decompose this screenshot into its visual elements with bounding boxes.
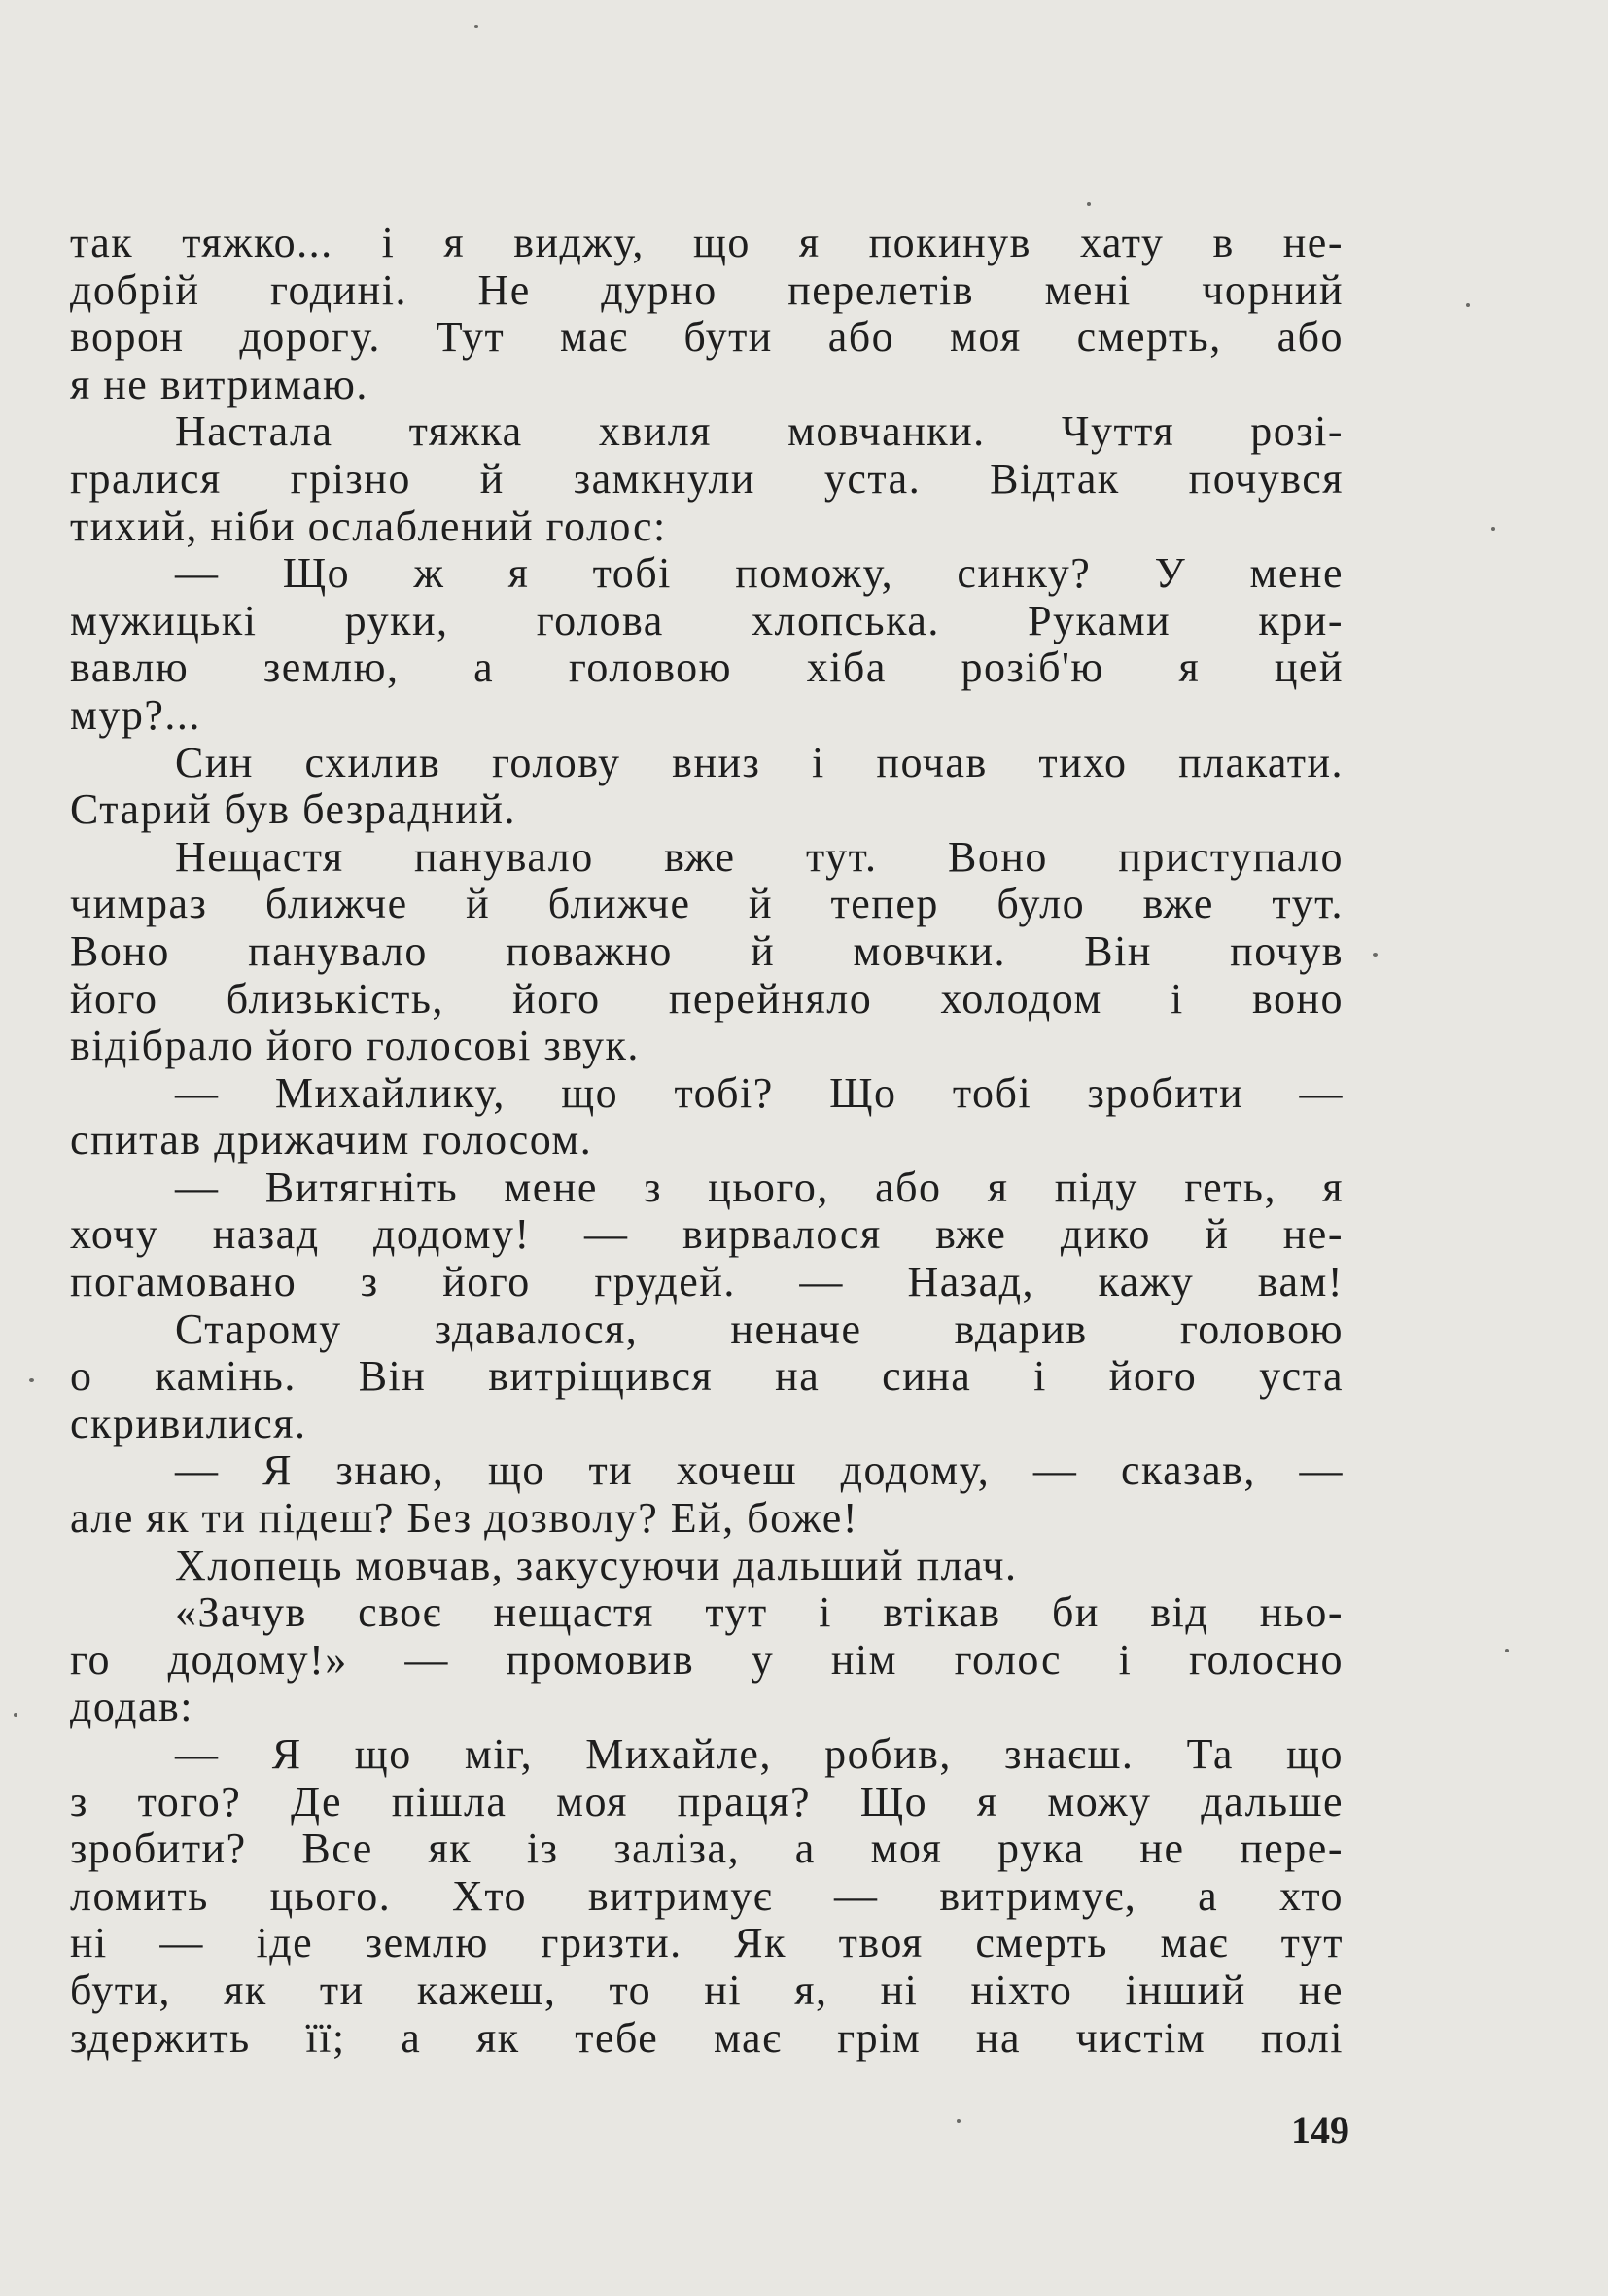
text-line: Старому здавалося, неначе вдарив головою xyxy=(175,1305,1344,1353)
paper-speck xyxy=(1373,953,1378,957)
text-line: Хлопець мовчав, закусуючи дальший плач. xyxy=(175,1541,1018,1589)
paper-speck xyxy=(29,1378,34,1382)
text-line: го додому!» — промовив у нім голос і голосно xyxy=(70,1635,1344,1684)
text-line: — Що ж я тобі поможу, синку? У мене xyxy=(175,549,1344,598)
text-line: відібрало його голосові звук. xyxy=(70,1022,640,1070)
text-line: — Я знаю, що ти хочеш додому, — сказав, — xyxy=(175,1446,1344,1495)
text-line: Нещастя панувало вже тут. Воно приступало xyxy=(175,832,1344,881)
paper-speck xyxy=(1505,1649,1509,1652)
text-line: скривилися. xyxy=(70,1399,307,1447)
paper-speck xyxy=(1491,527,1495,531)
page-number: 149 xyxy=(1291,2108,1349,2152)
text-line: о камінь. Він витріщився на сина і його уста xyxy=(70,1352,1344,1401)
paper-speck xyxy=(474,25,478,28)
text-line: — Михайлику, що тобі? Що тобі зробити — xyxy=(175,1068,1344,1117)
text-line: «Зачув своє нещастя тут і втікав би від ньо- xyxy=(175,1588,1344,1637)
text-line: ломить цього. Хто витримує — витримує, а хто xyxy=(70,1871,1344,1920)
text-line: бути, як ти кажеш, то ні я, ні ніхто інший не xyxy=(70,1966,1344,2014)
text-line: Настала тяжка хвиля мовчанки. Чуття розі- xyxy=(175,407,1344,456)
text-line: зробити? Все як із заліза, а моя рука не пере- xyxy=(70,1825,1344,1873)
text-line: тихий, ніби ослаблений голос: xyxy=(70,502,667,550)
text-line: додав: xyxy=(70,1683,194,1731)
text-line: гралися грізно й замкнули уста. Відтак почувся xyxy=(70,454,1344,503)
text-line: Старий був безрадний. xyxy=(70,785,516,834)
text-line: — Я що міг, Михайле, робив, знаєш. Та що xyxy=(175,1730,1344,1778)
text-line: але як ти підеш? Без дозволу? Ей, боже! xyxy=(70,1494,858,1543)
paper-speck xyxy=(957,2119,961,2123)
paper-speck xyxy=(14,1713,17,1717)
text-line: з того? Де пішла моя праця? Що я можу дальше xyxy=(70,1777,1344,1826)
text-line: вавлю землю, а головою хіба розіб'ю я цей xyxy=(70,644,1344,692)
text-line: чимраз ближче й ближче й тепер було вже тут. xyxy=(70,880,1344,928)
text-line: ні — іде землю гризти. Як твоя смерть має тут xyxy=(70,1919,1344,1967)
text-line: Син схилив голову вниз і почав тихо плакати. xyxy=(175,738,1344,786)
text-line: погамовано з його грудей. — Назад, кажу вам! xyxy=(70,1258,1344,1306)
text-line: — Витягніть мене з цього, або я піду геть, я xyxy=(175,1163,1344,1211)
text-line: мур?... xyxy=(70,690,201,739)
text-line: добрій годині. Не дурно перелетів мені чорний xyxy=(70,265,1344,314)
text-line: здержить її; а як тебе має грім на чистім полі xyxy=(70,2013,1344,2062)
text-line: спитав дрижачим голосом. xyxy=(70,1116,593,1165)
page-text xyxy=(70,220,1344,2062)
text-line: хочу назад додому! — вирвалося вже дико й не- xyxy=(70,1210,1344,1259)
text-line: мужицькі руки, голова хлопська. Руками кри- xyxy=(70,596,1344,644)
text-line: його близькість, його перейняло холодом і воно xyxy=(70,974,1344,1023)
text-line: так тяжко... і я виджу, що я покинув хату в не- xyxy=(70,219,1344,266)
text-line: Воно панувало поважно й мовчки. Він почув xyxy=(70,926,1344,975)
paper-speck xyxy=(1466,303,1470,307)
text-line: я не витримаю. xyxy=(70,360,368,408)
paper-speck xyxy=(1087,202,1091,206)
text-line: ворон дорогу. Тут має бути або моя смерть, або xyxy=(70,313,1344,362)
